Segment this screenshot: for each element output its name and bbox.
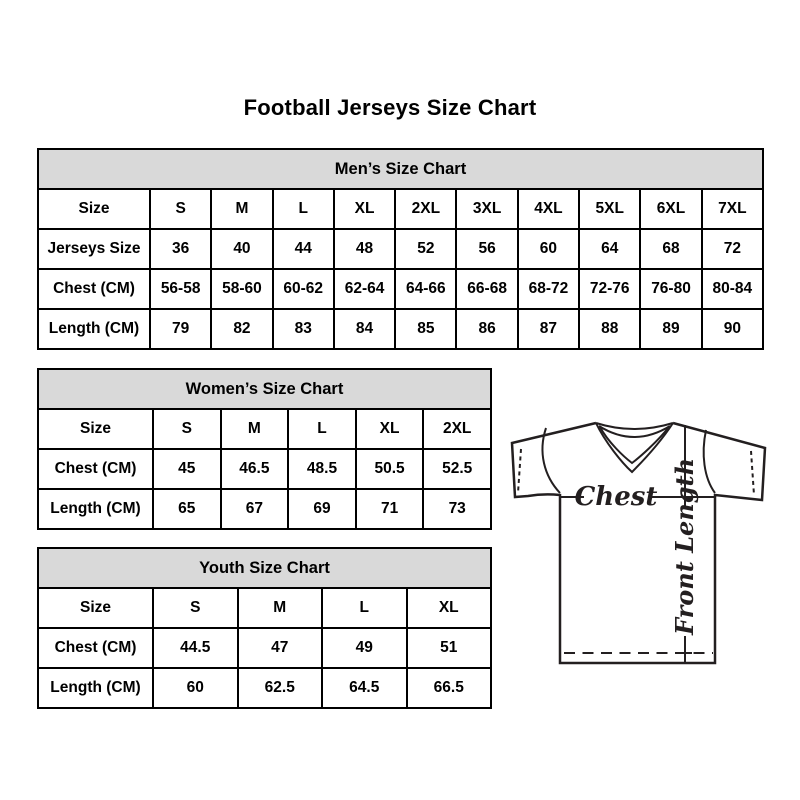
row-label: Length (CM) bbox=[38, 668, 153, 708]
column-header: 6XL bbox=[640, 189, 701, 229]
table-cell: 68 bbox=[640, 229, 701, 269]
mens-size-table bbox=[37, 148, 764, 350]
column-header: S bbox=[153, 409, 221, 449]
table-cell: 47 bbox=[238, 628, 323, 668]
collar-back-arc-inner bbox=[599, 426, 670, 437]
youth-size-table bbox=[37, 547, 492, 709]
table-cell: 90 bbox=[702, 309, 763, 349]
table-cell: 68-72 bbox=[518, 269, 579, 309]
column-header: 2XL bbox=[423, 409, 491, 449]
table-cell: 84 bbox=[334, 309, 395, 349]
column-header: XL bbox=[356, 409, 424, 449]
table-cell: 64.5 bbox=[322, 668, 407, 708]
table-cell: 56 bbox=[456, 229, 517, 269]
row-label: Size bbox=[38, 409, 153, 449]
column-header: M bbox=[211, 189, 272, 229]
row-label: Length (CM) bbox=[38, 309, 150, 349]
front-length-label: Front Length bbox=[670, 457, 699, 635]
table-cell: 46.5 bbox=[221, 449, 289, 489]
table-cell: 83 bbox=[273, 309, 334, 349]
table-header-band bbox=[38, 149, 763, 189]
table-row bbox=[38, 229, 763, 269]
chest-label: Chest bbox=[574, 482, 658, 512]
table-cell: 48.5 bbox=[288, 449, 356, 489]
table-cell: 72 bbox=[702, 229, 763, 269]
column-header: S bbox=[153, 588, 238, 628]
armhole-seam-right bbox=[704, 430, 715, 493]
column-header: 3XL bbox=[456, 189, 517, 229]
table-cell: 64-66 bbox=[395, 269, 456, 309]
table-cell: 44.5 bbox=[153, 628, 238, 668]
column-header: XL bbox=[407, 588, 492, 628]
column-header: L bbox=[273, 189, 334, 229]
row-label: Length (CM) bbox=[38, 489, 153, 529]
table-cell: 56-58 bbox=[150, 269, 211, 309]
column-header-row bbox=[38, 409, 491, 449]
column-header: M bbox=[238, 588, 323, 628]
column-header: L bbox=[288, 409, 356, 449]
table-cell: 52 bbox=[395, 229, 456, 269]
table-title: Women’s Size Chart bbox=[38, 369, 491, 409]
table-row bbox=[38, 309, 763, 349]
cuff-dashed-line-right bbox=[751, 451, 754, 495]
table-cell: 85 bbox=[395, 309, 456, 349]
row-label: Chest (CM) bbox=[38, 449, 153, 489]
row-label: Chest (CM) bbox=[38, 628, 153, 668]
table-cell: 88 bbox=[579, 309, 640, 349]
cuff-dashed-line-left bbox=[518, 449, 521, 493]
table-header-band bbox=[38, 548, 491, 588]
table-cell: 86 bbox=[456, 309, 517, 349]
table-cell: 44 bbox=[273, 229, 334, 269]
row-label: Size bbox=[38, 588, 153, 628]
table-cell: 48 bbox=[334, 229, 395, 269]
table-cell: 71 bbox=[356, 489, 424, 529]
table-cell: 60-62 bbox=[273, 269, 334, 309]
table-cell: 69 bbox=[288, 489, 356, 529]
table-cell: 36 bbox=[150, 229, 211, 269]
armhole-seam-left bbox=[542, 428, 560, 493]
column-header: XL bbox=[334, 189, 395, 229]
column-header: 7XL bbox=[702, 189, 763, 229]
table-cell: 87 bbox=[518, 309, 579, 349]
column-header: 5XL bbox=[579, 189, 640, 229]
jersey-diagram bbox=[500, 400, 770, 670]
table-cell: 58-60 bbox=[211, 269, 272, 309]
table-title: Men’s Size Chart bbox=[38, 149, 763, 189]
table-cell: 60 bbox=[518, 229, 579, 269]
table-title: Youth Size Chart bbox=[38, 548, 491, 588]
womens-size-table bbox=[37, 368, 492, 530]
column-header: 4XL bbox=[518, 189, 579, 229]
table-row bbox=[38, 269, 763, 309]
table-cell: 65 bbox=[153, 489, 221, 529]
table-cell: 60 bbox=[153, 668, 238, 708]
column-header: M bbox=[221, 409, 289, 449]
table-cell: 40 bbox=[211, 229, 272, 269]
table-cell: 66.5 bbox=[407, 668, 492, 708]
table-cell: 82 bbox=[211, 309, 272, 349]
table-header-band bbox=[38, 369, 491, 409]
row-label: Size bbox=[38, 189, 150, 229]
table-cell: 64 bbox=[579, 229, 640, 269]
table-cell: 45 bbox=[153, 449, 221, 489]
table-cell: 73 bbox=[423, 489, 491, 529]
column-header-row bbox=[38, 189, 763, 229]
table-row bbox=[38, 668, 491, 708]
table-row bbox=[38, 489, 491, 529]
table-cell: 76-80 bbox=[640, 269, 701, 309]
table-cell: 72-76 bbox=[579, 269, 640, 309]
column-header: 2XL bbox=[395, 189, 456, 229]
column-header: S bbox=[150, 189, 211, 229]
table-row bbox=[38, 449, 491, 489]
table-cell: 49 bbox=[322, 628, 407, 668]
row-label: Jerseys Size bbox=[38, 229, 150, 269]
table-cell: 66-68 bbox=[456, 269, 517, 309]
column-header-row bbox=[38, 588, 491, 628]
table-row bbox=[38, 628, 491, 668]
row-label: Chest (CM) bbox=[38, 269, 150, 309]
table-cell: 52.5 bbox=[423, 449, 491, 489]
table-cell: 89 bbox=[640, 309, 701, 349]
collar-back-arc-outer bbox=[596, 423, 673, 429]
table-cell: 62.5 bbox=[238, 668, 323, 708]
table-cell: 50.5 bbox=[356, 449, 424, 489]
table-cell: 79 bbox=[150, 309, 211, 349]
column-header: L bbox=[322, 588, 407, 628]
page-title: Football Jerseys Size Chart bbox=[243, 95, 537, 120]
table-cell: 67 bbox=[221, 489, 289, 529]
table-cell: 51 bbox=[407, 628, 492, 668]
table-cell: 80-84 bbox=[702, 269, 763, 309]
table-cell: 62-64 bbox=[334, 269, 395, 309]
